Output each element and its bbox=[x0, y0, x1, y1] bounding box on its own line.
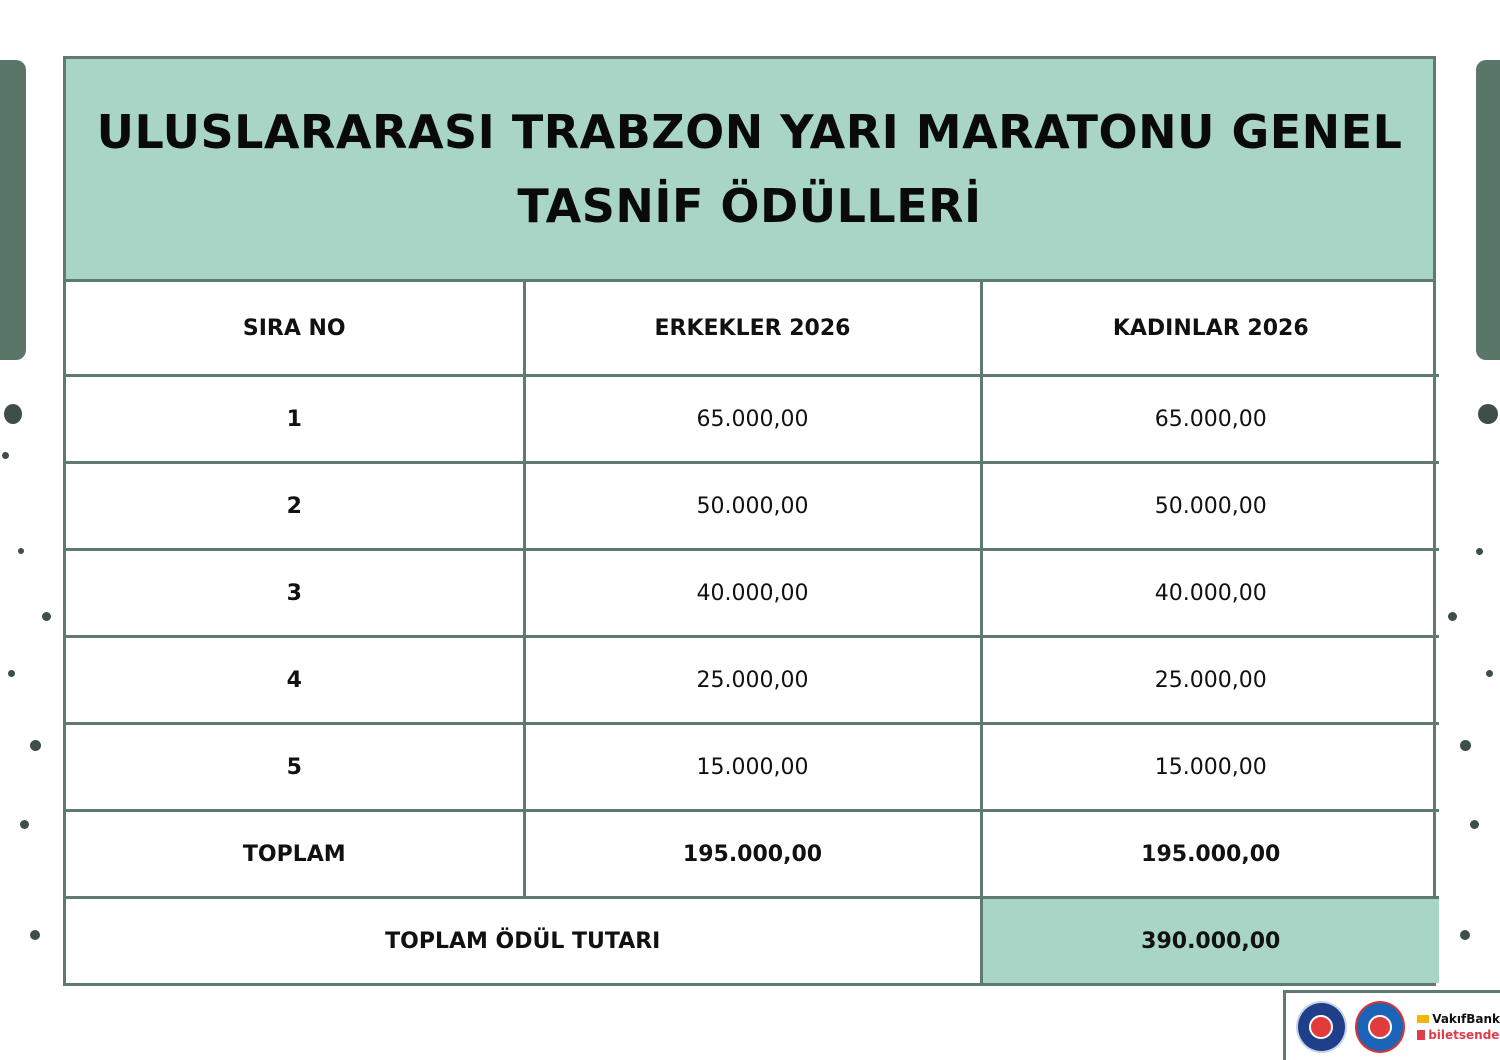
prize-sheet bbox=[63, 56, 1436, 986]
biletsende-label: biletsende bbox=[1428, 1027, 1500, 1042]
column-header-men: ERKEKLER 2026 bbox=[524, 282, 981, 376]
paint-splatter bbox=[8, 670, 15, 677]
paint-splatter bbox=[42, 612, 51, 621]
rank-cell: 3 bbox=[66, 550, 524, 637]
men-prize-cell: 50.000,00 bbox=[524, 463, 981, 550]
women-total-cell: 195.000,00 bbox=[981, 811, 1439, 898]
paint-splatter bbox=[30, 740, 41, 751]
table-row bbox=[66, 637, 1439, 724]
prize-table bbox=[66, 282, 1439, 983]
sponsor-logo-box bbox=[1283, 990, 1500, 1060]
grand-total-row bbox=[66, 898, 1439, 984]
page-title: ULUSLARARASI TRABZON YARI MARATONU GENEL TASNİF ÖDÜLLERİ bbox=[96, 105, 1403, 233]
table-header-row bbox=[66, 282, 1439, 376]
paint-splatter bbox=[1470, 820, 1479, 829]
paint-splatter bbox=[1486, 670, 1493, 677]
rank-cell: 1 bbox=[66, 376, 524, 463]
rank-cell: 2 bbox=[66, 463, 524, 550]
paint-splatter bbox=[1478, 404, 1498, 424]
vakifbank-logo bbox=[1417, 1012, 1500, 1026]
right-brush-decoration bbox=[1476, 60, 1500, 360]
paint-splatter bbox=[20, 820, 29, 829]
municipality-seal-logo bbox=[1355, 1001, 1406, 1053]
vakifbank-label: VakıfBank bbox=[1432, 1011, 1500, 1026]
paint-splatter bbox=[30, 930, 40, 940]
men-prize-cell: 40.000,00 bbox=[524, 550, 981, 637]
column-header-women: KADINLAR 2026 bbox=[981, 282, 1439, 376]
vakifbank-mark-icon bbox=[1417, 1015, 1429, 1023]
table-row bbox=[66, 550, 1439, 637]
men-prize-cell: 65.000,00 bbox=[524, 376, 981, 463]
women-prize-cell: 40.000,00 bbox=[981, 550, 1439, 637]
column-header-rank: SIRA NO bbox=[66, 282, 524, 376]
men-total-cell: 195.000,00 bbox=[524, 811, 981, 898]
total-label: TOPLAM bbox=[66, 811, 524, 898]
title-banner bbox=[66, 59, 1433, 282]
table-row bbox=[66, 463, 1439, 550]
paint-splatter bbox=[1476, 548, 1483, 555]
table-row bbox=[66, 724, 1439, 811]
women-prize-cell: 50.000,00 bbox=[981, 463, 1439, 550]
biletsende-logo bbox=[1417, 1028, 1500, 1042]
grand-total-value: 390.000,00 bbox=[981, 898, 1439, 984]
governorship-seal-logo bbox=[1296, 1001, 1347, 1053]
biletsende-mark-icon bbox=[1417, 1030, 1425, 1040]
total-row bbox=[66, 811, 1439, 898]
paint-splatter bbox=[1460, 930, 1470, 940]
women-prize-cell: 65.000,00 bbox=[981, 376, 1439, 463]
paint-splatter bbox=[1448, 612, 1457, 621]
men-prize-cell: 15.000,00 bbox=[524, 724, 981, 811]
paint-splatter bbox=[1460, 740, 1471, 751]
paint-splatter bbox=[4, 404, 22, 424]
women-prize-cell: 15.000,00 bbox=[981, 724, 1439, 811]
paint-splatter bbox=[2, 452, 9, 459]
women-prize-cell: 25.000,00 bbox=[981, 637, 1439, 724]
paint-splatter bbox=[18, 548, 24, 554]
left-brush-decoration bbox=[0, 60, 26, 360]
grand-total-label: TOPLAM ÖDÜL TUTARI bbox=[66, 898, 981, 984]
sponsor-brands bbox=[1417, 1012, 1500, 1042]
rank-cell: 4 bbox=[66, 637, 524, 724]
men-prize-cell: 25.000,00 bbox=[524, 637, 981, 724]
table-row bbox=[66, 376, 1439, 463]
rank-cell: 5 bbox=[66, 724, 524, 811]
